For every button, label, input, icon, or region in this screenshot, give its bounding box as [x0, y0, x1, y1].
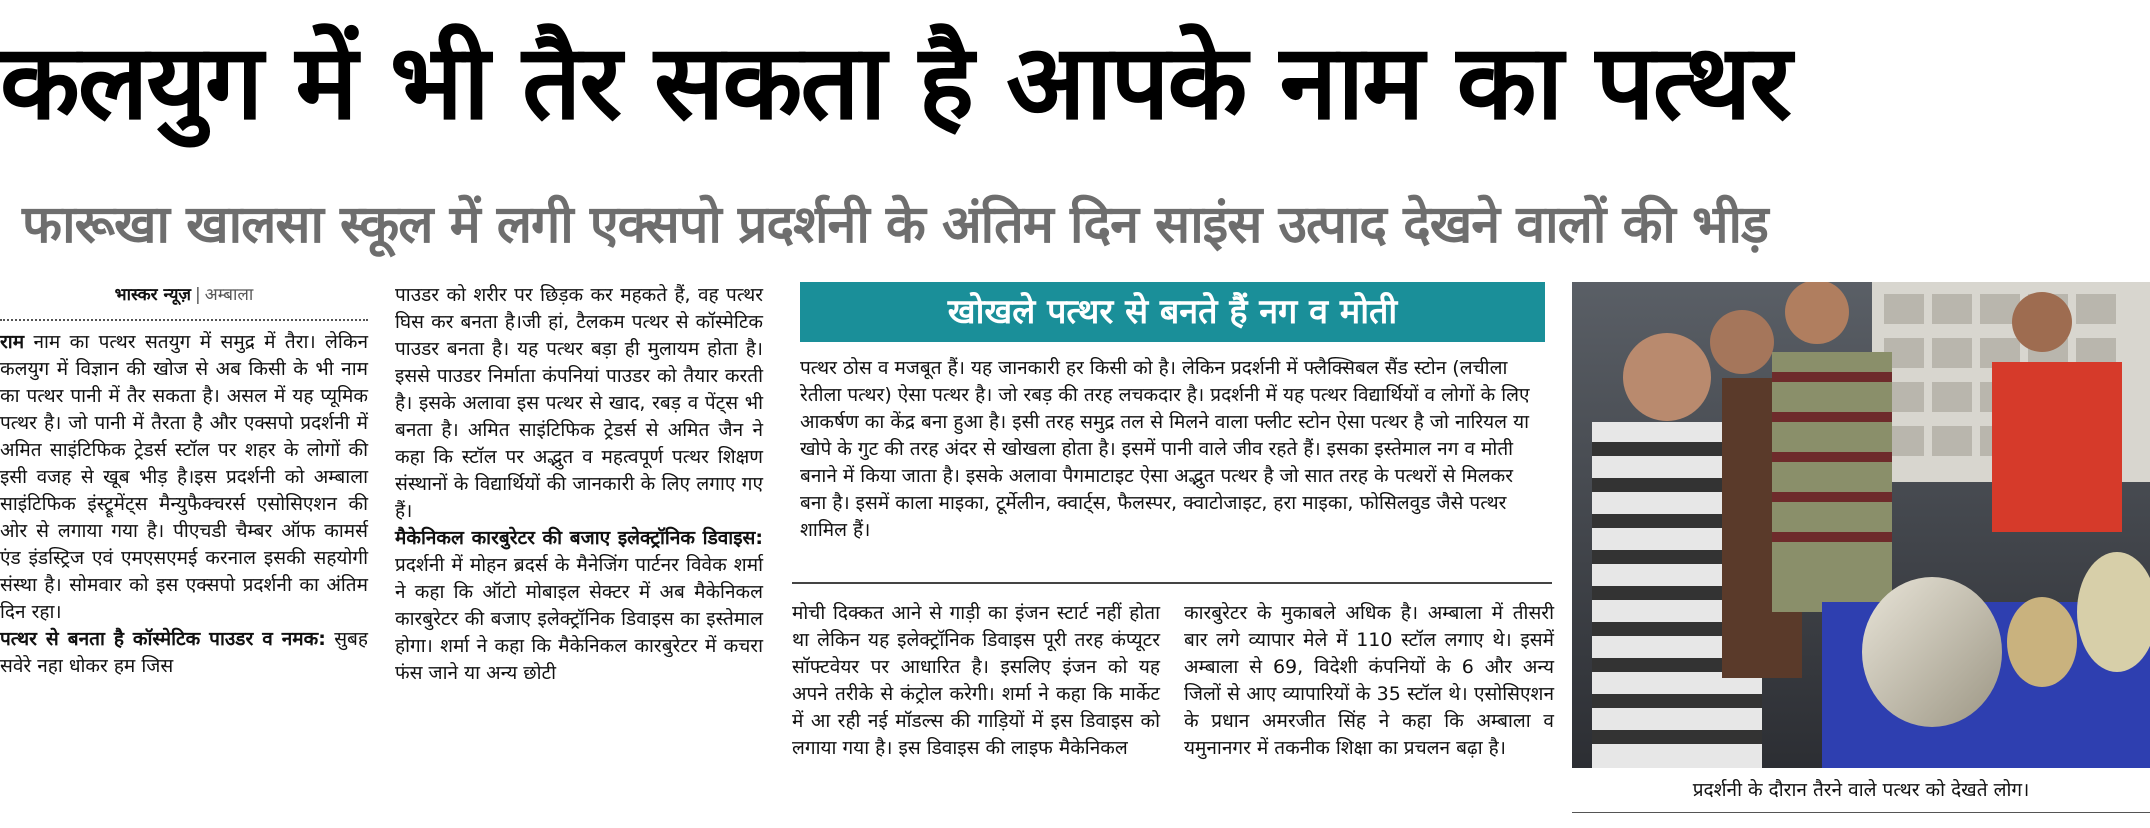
lead-word: राम [0, 331, 25, 353]
box-divider [792, 582, 1552, 584]
column-2 [395, 282, 763, 687]
col1-subhead: पत्थर से बनता है कॉस्मेटिक पाउडर व नमक: [0, 628, 326, 650]
col3-text: मोची दिक्कत आने से गाड़ी का इंजन स्टार्ट नहीं होता था लेकिन यह इलेक्ट्रॉनिक डिवाइस पूरी तरह कंप्यूटर सॉफ्टवेयर पर आधारित है। इसलिए इंजन को यह अपने तरीके से कंट्रोल करेगी। शर्मा ने कहा कि मार्केट में आ रही नई मॉडल्स की गाड़ियों में इस डिवाइस को लगाया गया है। इस डिवाइस की लाइफ मैकेनिकल [792, 602, 1160, 759]
headline: कलयुग में भी तैर सकता है आपके नाम का पत्थर [0, 21, 1790, 143]
col1-paragraph [0, 329, 368, 626]
byline-source: भास्कर न्यूज़ [114, 285, 192, 305]
caption-rule [1572, 812, 2150, 813]
col2-paragraph-2 [395, 525, 763, 687]
col2-subhead: मैकेनिकल कारबुरेटर की बजाए इलेक्ट्रॉनिक डिवाइस: [395, 527, 763, 549]
byline-separator: | [195, 285, 201, 305]
col1-subtext: सुबह सवेरे नहा धोकर हम जिस [0, 628, 368, 677]
col2-text2: प्रदर्शनी में मोहन ब्रदर्स के मैनेजिंग पार्टनर विवेक शर्मा ने कहा कि ऑटो मोबाइल सेक्टर में अब मैकेनिकल कारबुरेटर की बजाए इलेक्ट्रॉनिक डिवाइस का इस्तेमाल होगा। शर्मा ने कहा कि मैकेनिकल कारबुरेटर में कचरा फंस जाने या अन्य छोटी [395, 554, 763, 684]
photo-caption: प्रदर्शनी के दौरान तैरने वाले पत्थर को देखते लोग। [1692, 779, 2030, 801]
photo-illustration [1572, 282, 2150, 768]
col1-text: नाम का पत्थर सतयुग में समुद्र में तैरा। लेकिन कलयुग में विज्ञान की खोज से अब किसी के भी नाम का पत्थर पानी में तैर सकता है। असल में यह प्यूमिक पत्थर है। जो पानी में तैरता है और एक्सपो प्रदर्शनी में अमित साइंटिफिक ट्रेडर्स स्टॉल पर शहर के लोगों की इसी वजह से खूब भीड़ है।इस प्रदर्शनी को अम्बाला साइंटिफिक इंस्ट्रूमेंट्स मैन्युफैक्चरर्स एसोसिएशन की ओर से लगाया गया है। पीएचडी चैम्बर ऑफ कामर्स एंड इंडस्ट्रिज एवं एमएसएमई करनाल इसकी सहयोगी संस्था है। सोमवार को इस एक्सपो प्रदर्शनी का अंतिम दिन रहा। [0, 331, 368, 623]
news-photo [1572, 282, 2150, 768]
byline-location: अम्बाला [204, 285, 254, 305]
subheadline: फारूखा खालसा स्कूल में लगी एक्सपो प्रदर्शनी के अंतिम दिन साइंस उत्पाद देखने वालों की भीड़ [22, 195, 1768, 255]
box-title: खोखले पत्थर से बनते हैं नग व मोती [800, 282, 1545, 342]
column-4 [1184, 600, 1554, 762]
column-1 [0, 282, 368, 680]
box-text: पत्थर ठोस व मजबूत हैं। यह जानकारी हर किसी को है। लेकिन प्रदर्शनी में फ्लैक्सिबल सैंड स्टोन (लचीला रेतीला पत्थर) ऐसा पत्थर है। जो रबड़ की तरह लचकदार है। प्रदर्शनी में यह पत्थर विद्यार्थियों व लोगों के लिए आकर्षण का केंद्र बना हुआ है। इसी तरह समुद्र तल से मिलने वाला फ्लीट स्टोन ऐसा पत्थर है जो नारियल या खोपे के गुट की तरह अंदर से खोखला होता है। इसमें पानी वाले जीव रहते हैं। इसका इस्तेमाल नग व मोती बनाने में किया जाता है। इसके अलावा पैगमाटाइट ऐसा अद्भुत पत्थर है जो सात तरह के पत्थरों से मिलकर बना है। इसमें काला माइका, टूर्मेलीन, क्वार्ट्स, फैलस्पर, क्वाटोजाइट, हरा माइका, फोसिलवुड जैसे पत्थर शामिल हैं। [800, 357, 1530, 541]
col1-paragraph-2 [0, 626, 368, 680]
column-3 [792, 600, 1160, 762]
byline [0, 282, 368, 321]
col4-text: कारबुरेटर के मुकाबले अधिक है। अम्बाला में तीसरी बार लगे व्यापार मेले में 110 स्टॉल लगाए थे। इसमें अम्बाला से 69, विदेशी कंपनियों के 6 और अन्य जिलों से आए व्यापारियों के 35 स्टॉल थे। एसोसिएशन के प्रधान अमरजीत सिंह ने कहा कि अम्बाला व यमुनानगर में तकनीक शिक्षा का प्रचलन बढ़ा है। [1184, 602, 1554, 759]
col2-text1: पाउडर को शरीर पर छिड़क कर महकते हैं, वह पत्थर घिस कर बनता है।जी हां, टैलकम पत्थर से कॉस्मेटिक पाउडर बनता है। यह पत्थर बड़ा ही मुलायम होता है। इससे पाउडर निर्माता कंपनियां पाउडर को तैयार करती है। इसके अलावा इस पत्थर से खाद, रबड़ व पेंट्स भी बनता है। अमित साइंटिफिक ट्रेडर्स से अमित जैन ने कहा कि स्टॉल पर अद्भुत व महत्वपूर्ण पत्थर शिक्षण संस्थानों के विद्यार्थियों की जानकारी के लिए लगाए गए हैं। [395, 284, 763, 522]
